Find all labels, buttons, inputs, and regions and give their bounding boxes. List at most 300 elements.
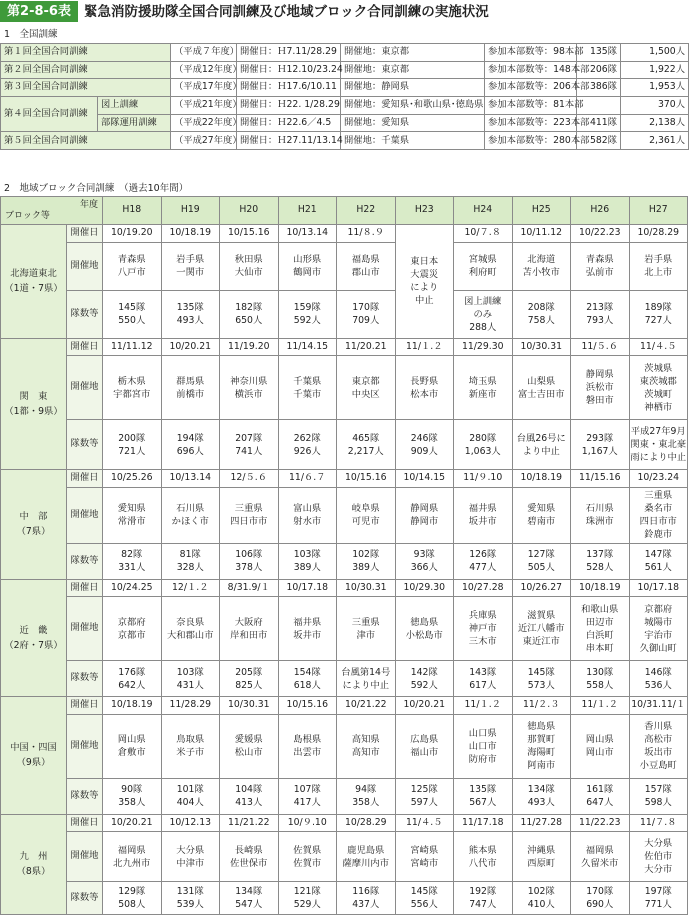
count-line: 200隊 [118, 432, 146, 444]
training-subtype: 図上訓練 [98, 97, 171, 115]
place-line: 長野県 [410, 375, 439, 387]
year-header: H25 [512, 197, 571, 225]
place-line: 大分市 [644, 864, 673, 875]
held-place: 開催地：愛知県 [341, 114, 485, 132]
held-date: 10/25.26 [103, 470, 162, 488]
national-row [1, 114, 689, 132]
place-line: 海陽町 [527, 747, 556, 758]
count-line: 758人 [527, 315, 555, 326]
place-line: 鶴岡市 [293, 267, 322, 278]
count-line: 597人 [410, 797, 438, 808]
count-line: 1,063人 [464, 445, 501, 457]
count-line: 106隊 [235, 549, 263, 560]
count-line: 592人 [293, 315, 321, 326]
place-line: 久留米市 [581, 857, 619, 869]
place-line: 広島県 [410, 734, 439, 745]
held-place [629, 714, 688, 778]
count-line: 539人 [176, 899, 204, 910]
region-name-line: （8県） [16, 866, 51, 878]
year-header: H21 [278, 197, 337, 225]
held-place [103, 487, 162, 543]
place-line: 射水市 [293, 516, 322, 527]
held-date: 11/１.２ [395, 338, 454, 356]
count-line: 102隊 [352, 549, 380, 560]
training-name: 第５回全国合同訓練 [1, 132, 171, 150]
count-line: 417人 [293, 797, 321, 808]
place-line: 栃木県 [117, 375, 146, 387]
place-line: 東茨城郡 [639, 375, 677, 387]
held-place [161, 714, 220, 778]
count-line: 650人 [235, 315, 263, 326]
count-line: 567人 [469, 797, 497, 808]
held-date: 11/27.28 [512, 814, 571, 832]
region-count-row [1, 290, 688, 338]
table-number-badge: 第2-8-6表 [0, 1, 78, 22]
count-line: 528人 [586, 562, 614, 573]
region-place-row [1, 356, 688, 420]
count-line: 90隊 [121, 784, 143, 795]
place-line: 白浜町 [585, 629, 614, 641]
place-line: 宇治市 [644, 629, 673, 641]
held-date: 10/18.19 [512, 470, 571, 488]
held-date: 10/13.14 [161, 470, 220, 488]
place-line: 西原町 [527, 857, 556, 869]
cancelled-line: 中止 [414, 295, 434, 307]
region-place-row [1, 487, 688, 543]
team-count [337, 543, 396, 579]
count-line: 366人 [410, 562, 438, 573]
held-place [571, 242, 630, 290]
held-place [220, 597, 279, 661]
place-line: 千葉市 [293, 388, 322, 400]
year-header: H24 [454, 197, 513, 225]
team-count [161, 290, 220, 338]
held-date: 10/18.19 [571, 579, 630, 597]
held-place: 開催地：東京都 [341, 61, 485, 79]
place-line: 岩手県 [644, 254, 673, 265]
team-count [161, 882, 220, 915]
team-count [103, 420, 162, 470]
row-label-place: 開催地 [67, 832, 103, 882]
count-line: 642人 [118, 679, 146, 691]
held-place [454, 714, 513, 778]
count-line: 131隊 [176, 886, 204, 897]
place-line: 東京都 [351, 375, 380, 387]
row-label-date: 開催日 [67, 579, 103, 597]
team-count [278, 661, 337, 697]
team-count [571, 778, 630, 814]
held-place [571, 714, 630, 778]
count-line: 505人 [527, 562, 555, 573]
place-line: 碧南市 [527, 516, 556, 527]
count-line: 358人 [118, 797, 146, 808]
place-line: 愛媛県 [234, 734, 263, 745]
count-line: 189隊 [644, 302, 672, 313]
count-line: 103隊 [176, 666, 204, 678]
held-place [337, 487, 396, 543]
people-count: 1,953人 [621, 79, 689, 97]
team-count [395, 882, 454, 915]
national-training-table [0, 43, 689, 150]
count-line: 台風第14号 [341, 666, 391, 678]
held-place [337, 714, 396, 778]
place-line: 大分県 [176, 844, 205, 856]
place-line: 茨城町 [644, 388, 673, 400]
place-line: 佐賀県 [293, 844, 322, 856]
held-date: 10/７.８ [454, 225, 513, 243]
team-count [629, 778, 688, 814]
held-place [512, 832, 571, 882]
held-date: 11/22.23 [571, 814, 630, 832]
count-line: 598人 [644, 797, 672, 808]
place-line: 八戸市 [117, 267, 146, 278]
team-count [395, 661, 454, 697]
place-line: 岡山県 [117, 734, 146, 745]
region-date-row [1, 470, 688, 488]
count-line: 727人 [644, 315, 672, 326]
year-header: H20 [220, 197, 279, 225]
team-count [161, 420, 220, 470]
place-line: 出雲市 [293, 747, 322, 758]
held-date: 11/20.21 [337, 338, 396, 356]
region-name [1, 338, 67, 470]
held-place [220, 832, 279, 882]
held-place [337, 597, 396, 661]
team-count [278, 778, 337, 814]
count-line: 547人 [235, 899, 263, 910]
held-place [395, 714, 454, 778]
held-date: 10/21.22 [337, 697, 396, 715]
place-line: 徳島県 [410, 616, 439, 628]
count-line: 647人 [586, 797, 614, 808]
count-line: 573人 [527, 679, 555, 691]
held-place [512, 597, 571, 661]
place-line: 青森県 [117, 254, 146, 265]
held-date: 10/18.19 [103, 697, 162, 715]
place-line: かほく市 [171, 516, 209, 527]
count-line: 926人 [293, 445, 321, 457]
held-place [161, 487, 220, 543]
count-line: 536人 [644, 679, 672, 691]
count-line: 404人 [176, 797, 204, 808]
count-line: 1,167人 [581, 445, 618, 457]
count-line: 82隊 [121, 549, 143, 560]
place-line: 山口県 [468, 727, 497, 739]
place-line: 倉敷市 [117, 747, 146, 758]
held-date: 10/30.31 [512, 338, 571, 356]
place-line: 串本町 [585, 642, 614, 654]
count-line: 331人 [118, 562, 146, 573]
region-count-row [1, 543, 688, 579]
held-date: 10/20.21 [103, 814, 162, 832]
place-line: 阿南市 [527, 760, 556, 771]
place-line: 福山市 [410, 747, 439, 758]
place-line: 静岡県 [585, 369, 614, 380]
place-line: 宮崎市 [410, 857, 439, 869]
held-place [512, 356, 571, 420]
cancelled-line: により [410, 282, 439, 294]
count-line: 618人 [293, 679, 321, 691]
held-date: 開催日：Ｈ27.11/13.14 [237, 132, 341, 150]
participants: 参加本部数等：148本部 [485, 61, 577, 79]
count-line: 747人 [469, 899, 497, 910]
held-place [278, 356, 337, 420]
count-line: 103隊 [293, 549, 321, 560]
year-header: H19 [161, 197, 220, 225]
count-line: 550人 [118, 315, 146, 326]
team-count [278, 290, 337, 338]
held-date: 11/４.５ [395, 814, 454, 832]
count-line: 389人 [293, 562, 321, 573]
cancelled-cell [395, 225, 454, 339]
place-line: 大阪府 [234, 616, 263, 628]
held-date: 11/11.12 [103, 338, 162, 356]
count-line: 127隊 [527, 549, 555, 560]
place-line: 群馬県 [176, 375, 205, 387]
team-count [571, 882, 630, 915]
count-line: のみ [473, 308, 493, 320]
corner-block-label: ブロック等 [5, 210, 50, 221]
place-line: 島根県 [293, 734, 322, 745]
national-row [1, 61, 689, 79]
count-line: 134隊 [527, 784, 555, 795]
count-line: 107隊 [293, 784, 321, 795]
held-place [629, 242, 688, 290]
held-place [103, 597, 162, 661]
place-line: 高松市 [644, 734, 673, 745]
region-name-line: （9県） [16, 757, 51, 769]
place-line: 坂井市 [293, 629, 322, 641]
held-date: 10/30.31 [337, 579, 396, 597]
count-line: 194隊 [176, 432, 204, 444]
count-line: 556人 [410, 899, 438, 910]
held-date: 10/27.28 [454, 579, 513, 597]
region-name-line: 近 畿 [19, 624, 48, 636]
team-count [454, 420, 513, 470]
team-count [220, 543, 279, 579]
team-count [103, 290, 162, 338]
count-line: 182隊 [235, 302, 263, 313]
place-line: 青森県 [585, 254, 614, 265]
held-date: 開催日：Ｈ17.6/10.11 [237, 79, 341, 97]
team-count [629, 882, 688, 915]
count-line: 145隊 [410, 886, 438, 897]
region-name-line: 関 東 [19, 390, 48, 402]
held-place [278, 242, 337, 290]
place-line: 佐伯市 [644, 851, 673, 862]
held-date: 11/９.10 [454, 470, 513, 488]
fiscal-year: （平成17年度） [171, 79, 237, 97]
count-line: 135隊 [176, 302, 204, 313]
place-line: 一関市 [176, 267, 205, 278]
team-count [395, 420, 454, 470]
count-line: 143隊 [469, 666, 497, 678]
row-label-place: 開催地 [67, 714, 103, 778]
place-line: 城陽市 [644, 616, 673, 628]
place-line: 宇都宮市 [113, 388, 151, 400]
count-line: 909人 [410, 445, 438, 457]
region-name [1, 579, 67, 697]
count-line: 147隊 [644, 549, 672, 560]
held-date: 開催日：Ｈ7.11/28.29 [237, 44, 341, 62]
held-date: 開催日：Ｈ12.10/23.24 [237, 61, 341, 79]
count-line: 465隊 [352, 432, 380, 444]
place-line: 新座市 [468, 388, 497, 400]
row-label-count: 隊数等 [67, 543, 103, 579]
region-count-row [1, 661, 688, 697]
participants: 参加本部数等：206本部 [485, 79, 577, 97]
count-line: 雨により中止 [630, 452, 687, 463]
place-line: 岩手県 [176, 254, 205, 265]
team-count [629, 543, 688, 579]
held-place [337, 832, 396, 882]
place-line: 横浜市 [234, 388, 263, 400]
held-place [454, 356, 513, 420]
count-line: 197隊 [644, 886, 672, 897]
participants: 参加本部数等：280本部 [485, 132, 577, 150]
region-date-row [1, 697, 688, 715]
team-count [337, 290, 396, 338]
held-date: 11/６.７ [278, 470, 337, 488]
block-training-table [0, 196, 688, 915]
cancelled-line: 大震災 [410, 269, 439, 281]
place-line: 松山市 [234, 747, 263, 758]
region-date-row [1, 814, 688, 832]
place-line: 三重県 [644, 490, 673, 501]
team-count [629, 290, 688, 338]
place-line: 長崎県 [234, 844, 263, 856]
place-line: 山口市 [468, 740, 497, 752]
held-date: 10/31.11/１ [629, 697, 688, 715]
place-line: 石川県 [176, 503, 205, 514]
count-line: 709人 [352, 315, 380, 326]
team-count [454, 661, 513, 697]
held-date: 10/24.25 [103, 579, 162, 597]
held-date: 11/17.18 [454, 814, 513, 832]
team-count [220, 420, 279, 470]
row-label-place: 開催地 [67, 597, 103, 661]
place-line: 常滑市 [117, 516, 146, 527]
count-line: 157隊 [644, 784, 672, 795]
place-line: 薩摩川内市 [342, 857, 389, 869]
place-line: 北海道 [527, 254, 556, 265]
count-line: 154隊 [293, 666, 321, 678]
place-line: 四日市市 [639, 516, 677, 527]
held-date: 11/５.６ [571, 338, 630, 356]
held-place: 開催地：千葉県 [341, 132, 485, 150]
place-line: 香川県 [644, 721, 673, 732]
region-name-line: （1都・9県） [4, 405, 63, 417]
team-count: 386隊 [577, 79, 621, 97]
count-line: 94隊 [355, 784, 377, 795]
count-line: 741人 [235, 445, 263, 457]
held-place [161, 832, 220, 882]
count-line: 825人 [235, 679, 263, 691]
team-count [629, 661, 688, 697]
held-place [220, 714, 279, 778]
team-count [278, 543, 337, 579]
place-line: 鹿児島県 [347, 844, 385, 856]
count-line: 図上訓練 [464, 295, 502, 307]
cancelled-line: 東日本 [410, 256, 439, 268]
held-place [629, 832, 688, 882]
count-line: 161隊 [586, 784, 614, 795]
place-line: 三木市 [468, 636, 497, 647]
people-count: 1,500人 [621, 44, 689, 62]
row-label-date: 開催日 [67, 697, 103, 715]
team-count [337, 420, 396, 470]
row-label-date: 開催日 [67, 225, 103, 243]
held-date: 10/17.18 [629, 579, 688, 597]
held-place [103, 714, 162, 778]
place-line: 滋賀県 [527, 610, 556, 621]
held-date: 11/14.15 [278, 338, 337, 356]
place-line: 鈴鹿市 [644, 529, 673, 540]
place-line: 坂井市 [468, 516, 497, 527]
place-line: 郡山市 [351, 267, 380, 278]
team-count [278, 882, 337, 915]
place-line: 静岡市 [410, 516, 439, 527]
place-line: 神奈川県 [230, 375, 268, 387]
count-line: 192隊 [469, 886, 497, 897]
place-line: 静岡県 [410, 503, 439, 514]
team-count [512, 778, 571, 814]
team-count [337, 882, 396, 915]
held-date: 10/13.14 [278, 225, 337, 243]
place-line: 三重県 [351, 616, 380, 628]
region-name-line: （7県） [16, 526, 51, 538]
place-line: 和歌山県 [581, 603, 619, 615]
count-line: 208隊 [527, 302, 555, 313]
place-line: 佐世保市 [230, 857, 268, 869]
people-count: 2,138人 [621, 114, 689, 132]
region-name [1, 814, 67, 915]
team-count: 411隊 [577, 114, 621, 132]
place-line: 四日市市 [230, 516, 268, 527]
region-date-row [1, 338, 688, 356]
corner-header [1, 197, 103, 225]
count-line: 558人 [586, 679, 614, 691]
fiscal-year: （平成７年度） [171, 44, 237, 62]
row-label-count: 隊数等 [67, 290, 103, 338]
count-line: 477人 [469, 562, 497, 573]
fiscal-year: （平成12年度） [171, 61, 237, 79]
region-name-line: 中 部 [19, 511, 48, 523]
place-line: 高知市 [351, 747, 380, 758]
section-1-title: 1 全国訓練 [4, 29, 58, 40]
held-place [512, 714, 571, 778]
row-label-date: 開催日 [67, 814, 103, 832]
held-date: 12/５.６ [220, 470, 279, 488]
held-place [454, 597, 513, 661]
team-count: 135隊 [577, 44, 621, 62]
held-place [395, 832, 454, 882]
place-line: 苫小牧市 [522, 267, 560, 278]
place-line: 那賀町 [527, 734, 556, 745]
row-label-count: 隊数等 [67, 661, 103, 697]
count-line: 126隊 [469, 549, 497, 560]
year-header: H22 [337, 197, 396, 225]
year-header: H27 [629, 197, 688, 225]
held-date: 11/15.16 [571, 470, 630, 488]
held-place [454, 487, 513, 543]
held-date: 11/21.22 [220, 814, 279, 832]
team-count [571, 420, 630, 470]
count-line: 213隊 [586, 302, 614, 313]
held-place [512, 487, 571, 543]
region-name-line: 北海道東北 [10, 268, 57, 280]
held-date: 11/１.２ [454, 697, 513, 715]
